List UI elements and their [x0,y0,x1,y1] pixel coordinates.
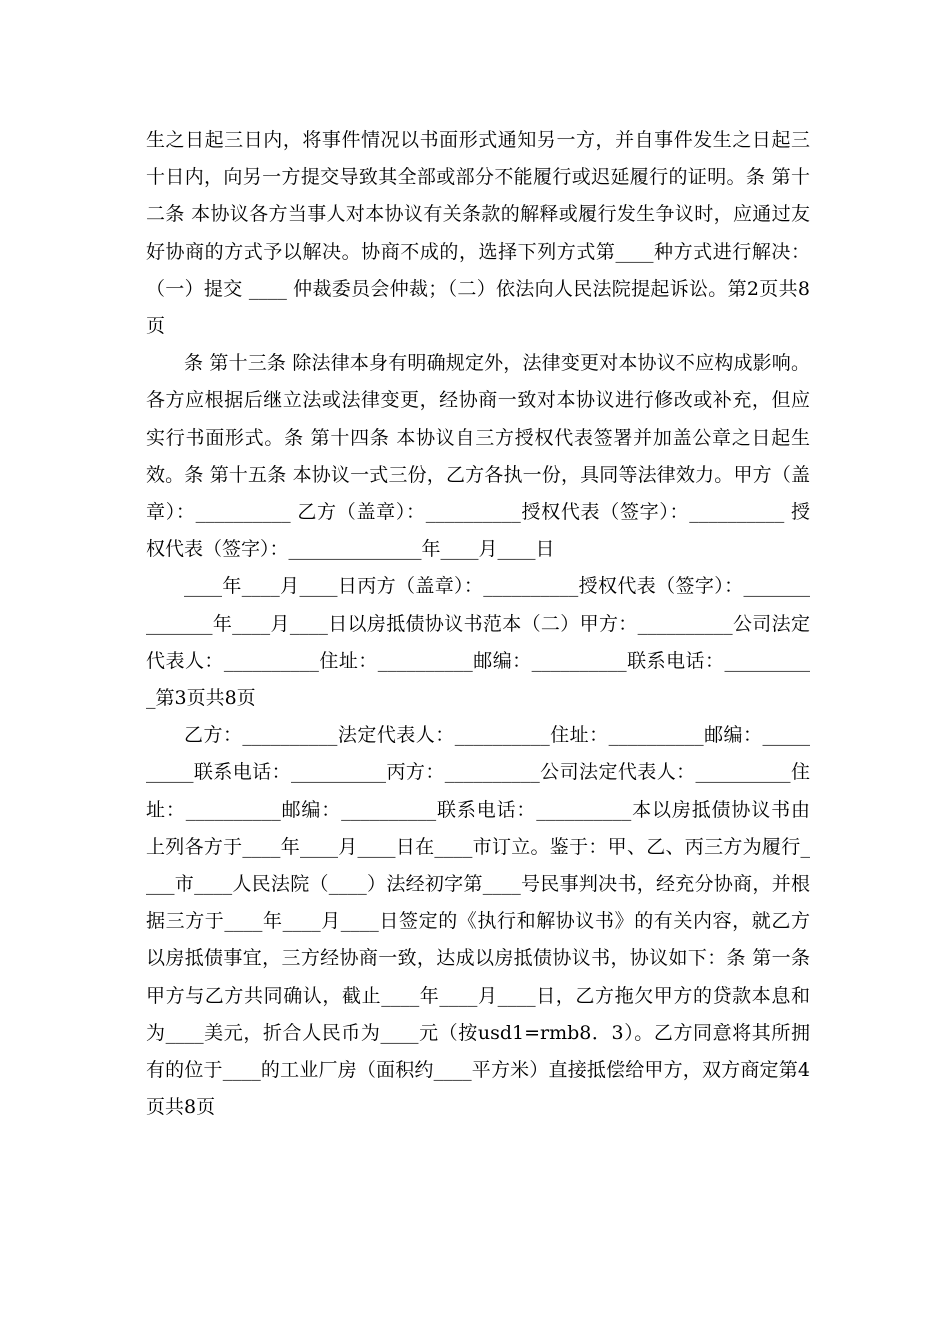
paragraph-effectiveness-signatures: 条 第十三条 除法律本身有明确规定外，法律变更对本协议不应构成影响。各方应根据后继立法或法律变更，经协商一致对本协议进行修改或补充，但应实行书面形式。条 第十四条 本协议自三方授权代表签署并加盖公章之日起生效。条 第十五条 本协议一式三份，乙方各执一份，具同等法律效力。甲方（盖章）：__________ 乙方（盖章）：__________授权代表（签字）：__________ 授权代表（签字）：______________年____月____日 [146,352,810,561]
paragraph-party-info-a: ____年____月____日丙方（盖章）：__________授权代表（签字）：______________年____月____日以房抵债协议书范本（二）甲方：__________公司法定代表人：__________住址：__________邮编：__________联系电话：__________第3页共8页 [146,575,810,710]
paragraph-dispute-resolution: 生之日起三日内，将事件情况以书面形式通知另一方，并自事件发生之日起三十日内，向另一方提交导致其全部或部分不能履行或迟延履行的证明。条 第十二条 本协议各方当事人对本协议有关条款的解释或履行发生争议时，应通过友好协商的方式予以解决。协商不成的，选择下列方式第____种方式进行解决：（一）提交 ____ 仲裁委员会仲裁；（二）依法向人民法院提起诉讼。第2页共8页 [146,129,810,338]
paragraph-party-info-b-terms: 乙方：__________法定代表人：__________住址：__________邮编：__________联系电话：__________丙方：__________公司法定代表人：__________住址：__________邮编：__________联系电话：__________本以房抵债协议书由上列各方于____年____月____日在____市订立。鉴于：甲、乙、丙三方为履行____市____人民法院（____）法经初字第____号民事判决书，经充分协商，并根据三方于____年____月____日签定的《执行和解协议书》的有关内容，就乙方以房抵债事宜，三方经协商一致，达成以房抵债协议书，协议如下：条 第一条 甲方与乙方共同确认，截止____年____月____日，乙方拖欠甲方的贷款本息和为____美元，折合人民币为____元（按usd1=rmb8．3）。乙方同意将其所拥有的位于____的工业厂房（面积约____平方米）直接抵偿给甲方，双方商定第4页共8页 [146,724,810,1119]
document-body [146,122,810,1126]
